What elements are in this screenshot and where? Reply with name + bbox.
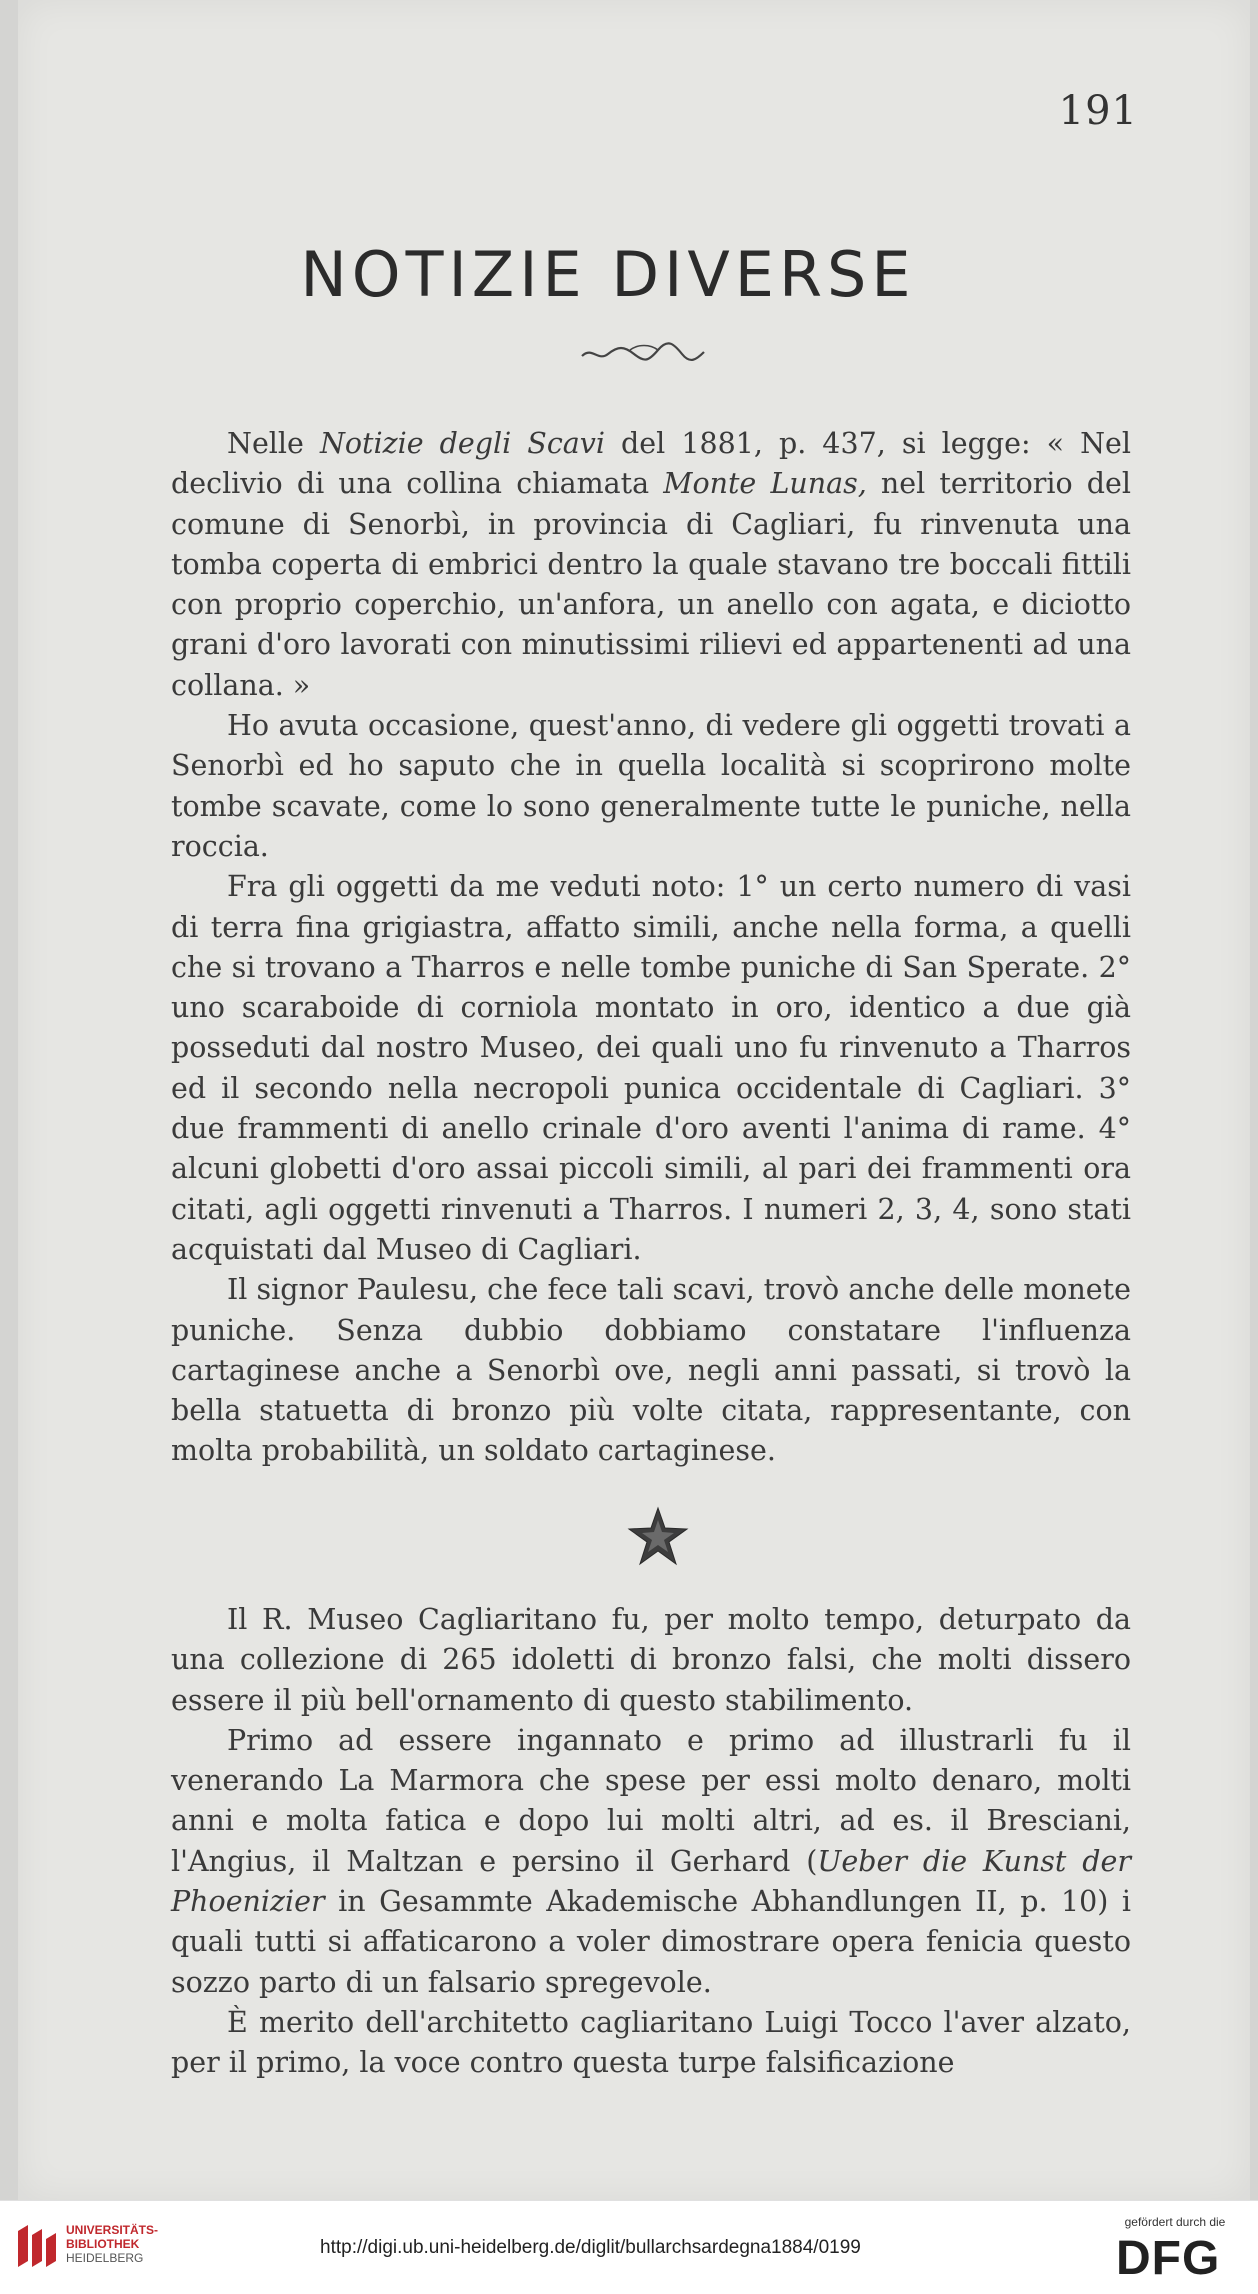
article-1 [171, 424, 1131, 1472]
section-title: NOTIZIE DIVERSE [300, 238, 916, 311]
source-url-link[interactable]: http://digi.ub.uni-heidelberg.de/diglit/bullarchsardegna1884/0199 [320, 2237, 861, 2258]
dfg-caption: gefördert durch die [1124, 2215, 1226, 2229]
article-2-paragraph-2: Primo ad essere ingannato e primo ad illustrarli fu il venerando La Marmora che spese per essi molto denaro, molti anni e molta fatica e dopo lui molti altri, ad es. il Bresciani, l'Angius, il Maltzan e persino il Gerhard (Ueber die Kunst der Phoenizier in Gesammte Akademische Abhandlungen II, p. 10) i quali tutti si affaticarono a voler dimostrare opera fenicia questo sozzo parto di un falsario spregevole. [171, 1723, 1131, 1999]
wavy-line-ornament-icon [578, 340, 708, 366]
article-1-paragraph-2: Ho avuta occasione, quest'anno, di vedere gli oggetti trovati a Senorbì ed ho saputo che in quella località si scoprirono molte tombe scavate, come lo sono generalmente tutte le puniche, nella roccia. [171, 709, 1131, 863]
article-2 [171, 1600, 1131, 2084]
university-line-3: HEIDELBERG [66, 2251, 144, 2265]
university-line-2: BIBLIOTHEK [66, 2237, 140, 2251]
page-number: 191 [1058, 88, 1138, 134]
dfg-logo: DFG [1116, 2232, 1221, 2285]
university-name [66, 2223, 196, 2265]
article-1-paragraph-1: Nelle Notizie degli Scavi del 1881, p. 437, si legge: « Nel declivio di una collina chiamata Monte Lunas, nel territorio del comune di Senorbì, in provincia di Cagliari, fu rinvenuta una tomba coperta di embrici dentro la quale stavano tre boccali fittili con proprio coperchio, un'anfora, un anello con agata, e diciotto grani d'oro lavorati con minutissimi rilievi ed appartenenti ad una collana. » [171, 427, 1132, 702]
document-page [18, 0, 1250, 2200]
article-2-paragraph-3: È merito dell'architetto cagliaritano Luigi Tocco l'aver alzato, per il primo, la voce contro questa turpe falsificazione [171, 2005, 1131, 2080]
heidelberg-library-logo-icon [14, 2221, 60, 2271]
star-ornament-icon [626, 1506, 690, 1566]
article-1-paragraph-3: Fra gli oggetti da me veduti noto: 1° un certo numero di vasi di terra fina grigiastra, affatto simili, anche nella forma, a quelli che si trovano a Tharros e nelle tombe puniche di San Sperate. 2° uno scaraboide di corniola montato in oro, identico a due già posseduti dal nostro Museo, dei quali uno fu rinvenuto a Tharros ed il secondo nella necropoli punica occidentale di Cagliari. 3° due frammenti di anello crinale d'oro aventi l'anima di rame. 4° alcuni globetti d'oro assai piccoli simili, al pari dei frammenti ora citati, agli oggetti rinvenuti a Tharros. I numeri 2, 3, 4, sono stati acquistati dal Museo di Cagliari. [171, 870, 1131, 1266]
university-line-1: UNIVERSITÄTS- [66, 2223, 159, 2237]
article-2-paragraph-1: Il R. Museo Cagliaritano fu, per molto tempo, deturpato da una collezione di 265 idoletti di bronzo falsi, che molti dissero essere il più bell'ornamento di questo stabilimento. [171, 1603, 1131, 1717]
footer-bar [0, 2200, 1258, 2294]
article-1-paragraph-4: Il signor Paulesu, che fece tali scavi, trovò anche delle monete puniche. Senza dubbio dobbiamo constatare l'influenza cartaginese anche a Senorbì ove, negli anni passati, si trovò la bella statuetta di bronzo più volte citata, rappresentante, con molta probabilità, un soldato cartaginese. [171, 1273, 1131, 1468]
